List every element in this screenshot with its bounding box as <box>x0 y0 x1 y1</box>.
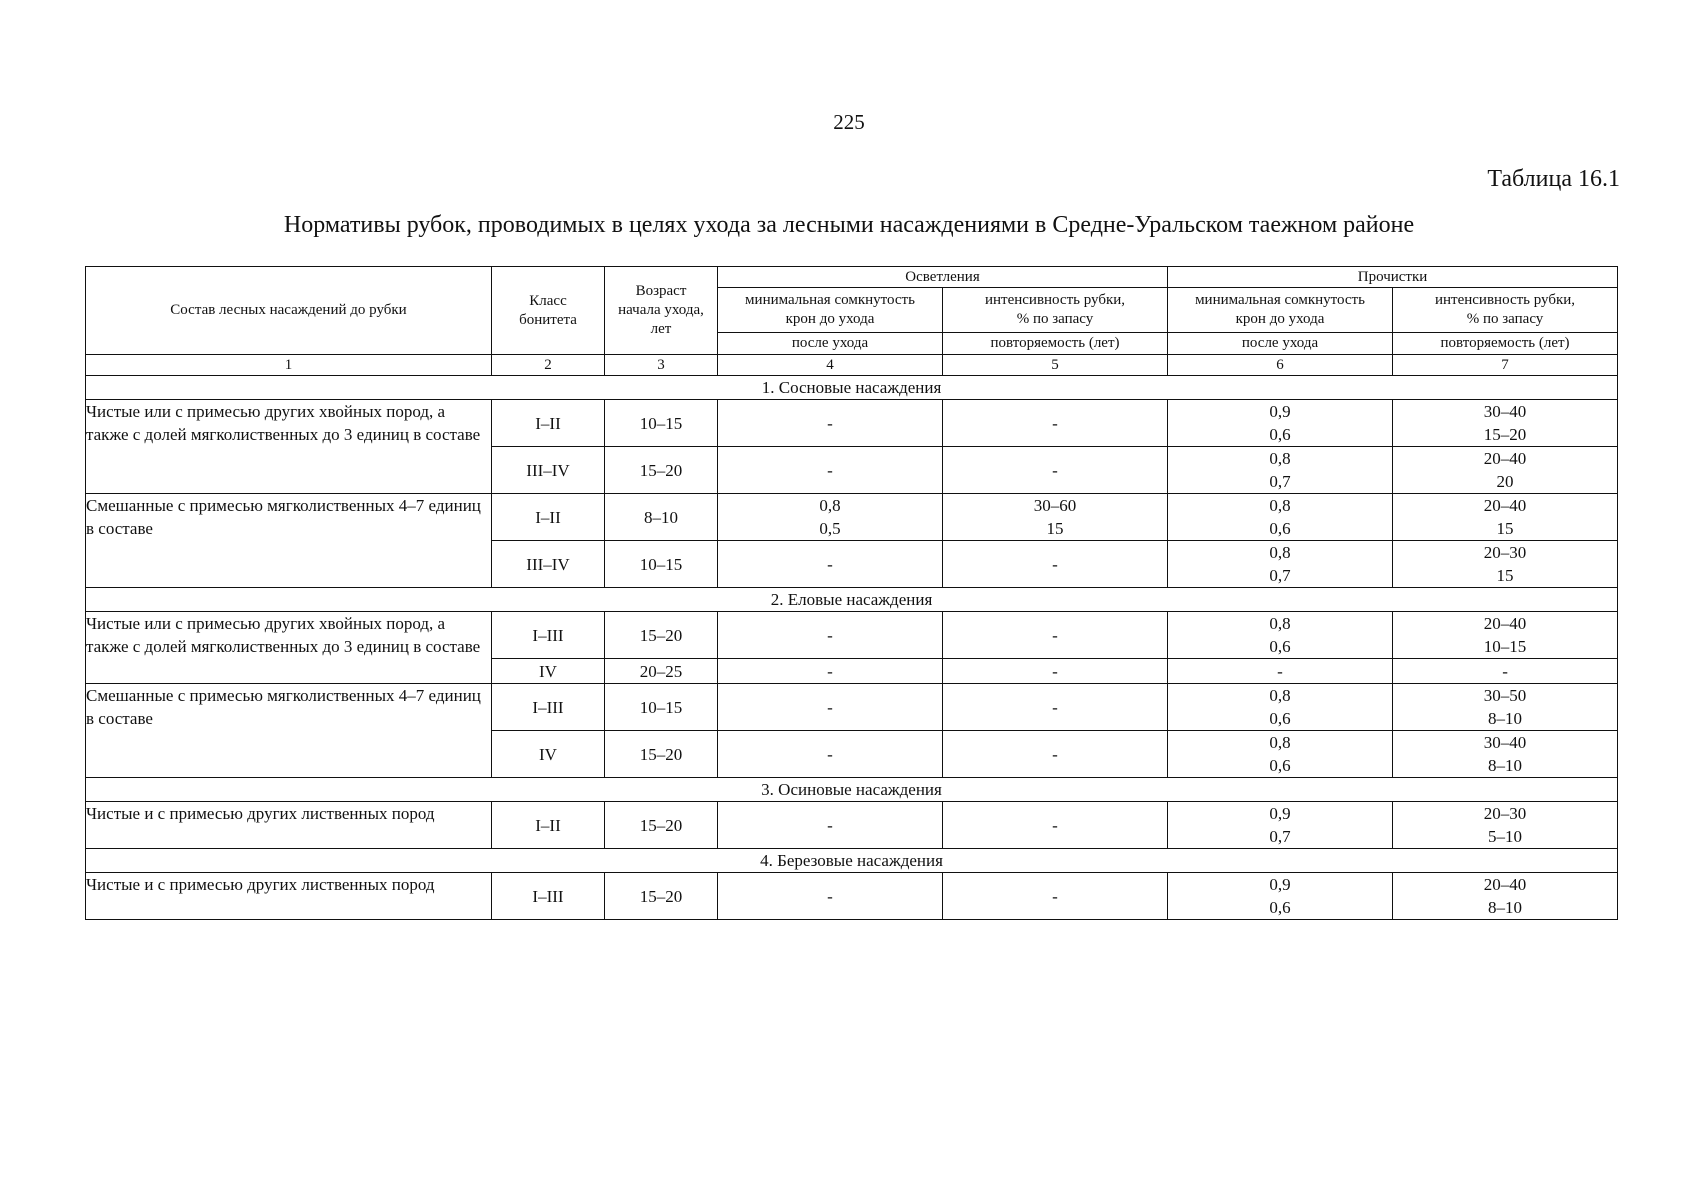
table-row <box>86 684 1618 731</box>
cell-value: 0,9 <box>1269 804 1291 823</box>
cell-value: - <box>827 554 833 574</box>
site-class-cell: I–II <box>492 802 605 849</box>
pro-closure-cell <box>1168 731 1393 778</box>
cell-value: 0,8 <box>819 496 841 515</box>
cell-value: 0,7 <box>1269 566 1291 585</box>
cell-value: - <box>827 886 833 906</box>
pro-closure-cell <box>1168 447 1393 494</box>
site-class-cell: I–III <box>492 873 605 920</box>
cell-value: 0,6 <box>1269 637 1291 656</box>
cell-value: - <box>827 815 833 835</box>
cell-value: 30–50 <box>1483 686 1527 705</box>
table-body <box>86 376 1618 920</box>
start-age-cell: 10–15 <box>605 541 718 588</box>
column-number: 4 <box>718 355 943 376</box>
osv-closure-cell <box>718 447 943 494</box>
header-start-age <box>605 267 718 355</box>
cell-value: - <box>827 697 833 717</box>
cell-value: - <box>1052 460 1058 480</box>
pro-intensity-cell <box>1393 447 1618 494</box>
header-site-class-line: Класс <box>529 292 567 309</box>
header-group-osvetleniya: Осветления <box>718 267 1168 288</box>
osv-closure-cell <box>718 400 943 447</box>
cell-value: - <box>1052 697 1058 717</box>
pro-intensity-cell <box>1393 873 1618 920</box>
composition-cell: Чистые и с примесью других лиственных пород <box>86 802 492 849</box>
osv-intensity-cell <box>943 659 1168 684</box>
osv-closure-cell <box>718 731 943 778</box>
composition-cell: Чистые или с примесью других хвойных пород, а также с долей мягколиственных до 3 единиц в составе <box>86 612 492 684</box>
start-age-cell: 10–15 <box>605 684 718 731</box>
section-title: 2. Еловые насаждения <box>86 588 1618 612</box>
table-row <box>86 400 1618 447</box>
section-row <box>86 849 1618 873</box>
cell-value: 0,6 <box>1269 756 1291 775</box>
cell-value: - <box>1052 413 1058 433</box>
osv-intensity-cell <box>943 731 1168 778</box>
cell-value: - <box>1052 815 1058 835</box>
pro-closure-cell <box>1168 659 1393 684</box>
site-class-cell: I–III <box>492 612 605 659</box>
pro-closure-cell <box>1168 873 1393 920</box>
cell-value: 0,8 <box>1269 496 1291 515</box>
osv-intensity-cell <box>943 612 1168 659</box>
pro-closure-cell <box>1168 541 1393 588</box>
cell-value: - <box>1052 886 1058 906</box>
cell-value: 20–40 <box>1483 496 1527 515</box>
header-pro-min-closure <box>1168 288 1393 333</box>
cell-value: 0,5 <box>819 519 841 538</box>
cell-value: 0,8 <box>1269 614 1291 633</box>
cell-value: 8–10 <box>1488 756 1523 775</box>
table-row <box>86 802 1618 849</box>
section-row <box>86 778 1618 802</box>
cell-value: 0,7 <box>1269 827 1291 846</box>
osv-intensity-cell <box>943 802 1168 849</box>
column-number: 5 <box>943 355 1168 376</box>
cell-value: 0,8 <box>1269 449 1291 468</box>
site-class-cell: IV <box>492 659 605 684</box>
column-number: 1 <box>86 355 492 376</box>
header-line: крон до ухода <box>1235 311 1325 327</box>
table-row <box>86 494 1618 541</box>
site-class-cell: III–IV <box>492 447 605 494</box>
site-class-cell: I–II <box>492 400 605 447</box>
table-row <box>86 873 1618 920</box>
column-number: 3 <box>605 355 718 376</box>
section-row <box>86 588 1618 612</box>
pro-closure-cell <box>1168 612 1393 659</box>
table-title: Нормативы рубок, проводимых в целях ухода за лесными насаждениями в Средне-Уральском таежном районе <box>283 212 1415 238</box>
pro-intensity-cell <box>1393 659 1618 684</box>
composition-cell: Смешанные с примесью мягколиственных 4–7 единиц в составе <box>86 494 492 588</box>
start-age-cell: 20–25 <box>605 659 718 684</box>
header-line: минимальная сомкнутость <box>1195 292 1365 308</box>
section-title: 1. Сосновые насаждения <box>86 376 1618 400</box>
section-row <box>86 376 1618 400</box>
osv-intensity-cell <box>943 494 1168 541</box>
site-class-cell: I–III <box>492 684 605 731</box>
site-class-cell: I–II <box>492 494 605 541</box>
cell-value: 0,8 <box>1269 543 1291 562</box>
table-header <box>86 267 1618 376</box>
cell-value: - <box>1052 554 1058 574</box>
osv-intensity-cell <box>943 447 1168 494</box>
start-age-cell: 15–20 <box>605 447 718 494</box>
cell-value: 20–30 <box>1483 543 1527 562</box>
table-number: Таблица 16.1 <box>1487 166 1620 192</box>
cell-value: 15 <box>1496 566 1514 585</box>
header-line: % по запасу <box>1016 311 1094 327</box>
composition-cell: Чистые или с примесью других хвойных пород, а также с долей мягколиственных до 3 единиц в составе <box>86 400 492 494</box>
osv-closure-cell <box>718 659 943 684</box>
site-class-cell: IV <box>492 731 605 778</box>
start-age-cell: 15–20 <box>605 802 718 849</box>
cell-value: - <box>827 460 833 480</box>
composition-cell: Чистые и с примесью других лиственных пород <box>86 873 492 920</box>
cell-value: 30–60 <box>1033 496 1077 515</box>
cell-value: 20–40 <box>1483 614 1527 633</box>
cell-value: 0,7 <box>1269 472 1291 491</box>
cell-value: - <box>1277 661 1283 681</box>
cell-value: 20–40 <box>1483 449 1527 468</box>
cell-value: 0,6 <box>1269 709 1291 728</box>
cell-value: - <box>827 744 833 764</box>
osv-closure-cell <box>718 802 943 849</box>
header-line: минимальная сомкнутость <box>745 292 915 308</box>
osv-closure-cell <box>718 541 943 588</box>
start-age-cell: 15–20 <box>605 731 718 778</box>
cell-value: 15–20 <box>1483 425 1527 444</box>
column-number: 2 <box>492 355 605 376</box>
cell-value: 30–40 <box>1483 402 1527 421</box>
start-age-cell: 8–10 <box>605 494 718 541</box>
header-line: интенсивность рубки, <box>1434 292 1576 308</box>
column-number: 6 <box>1168 355 1393 376</box>
cell-value: - <box>1052 661 1058 681</box>
header-osv-min-closure <box>718 288 943 333</box>
site-class-cell: III–IV <box>492 541 605 588</box>
cell-value: - <box>1052 625 1058 645</box>
pro-closure-cell <box>1168 400 1393 447</box>
cell-value: 0,8 <box>1269 686 1291 705</box>
pro-intensity-cell <box>1393 802 1618 849</box>
cell-value: - <box>827 661 833 681</box>
header-line: % по запасу <box>1466 311 1544 327</box>
cell-value: 8–10 <box>1488 898 1523 917</box>
cell-value: 30–40 <box>1483 733 1527 752</box>
page-number: 225 <box>833 110 865 134</box>
cell-value: 0,6 <box>1269 519 1291 538</box>
cell-value: 15 <box>1496 519 1514 538</box>
cell-value: - <box>827 413 833 433</box>
start-age-cell: 10–15 <box>605 400 718 447</box>
cell-value: 10–15 <box>1483 637 1527 656</box>
norms-table <box>85 266 1618 920</box>
table-row <box>86 612 1618 659</box>
cell-value: - <box>827 625 833 645</box>
header-pro-intensity <box>1393 288 1618 333</box>
cell-value: 15 <box>1046 519 1064 538</box>
osv-intensity-cell <box>943 400 1168 447</box>
header-start-age-line: лет <box>650 321 672 337</box>
cell-value: 0,9 <box>1269 402 1291 421</box>
header-start-age-line: начала ухода, <box>618 302 704 318</box>
cell-value: 0,9 <box>1269 875 1291 894</box>
header-site-class <box>492 267 605 355</box>
header-pro-after-care: после ухода <box>1168 333 1393 355</box>
cell-value: - <box>1502 661 1508 681</box>
column-number: 7 <box>1393 355 1618 376</box>
pro-closure-cell <box>1168 684 1393 731</box>
cell-value: 0,8 <box>1269 733 1291 752</box>
osv-closure-cell <box>718 873 943 920</box>
composition-cell: Смешанные с примесью мягколиственных 4–7 единиц в составе <box>86 684 492 778</box>
header-osv-after-care: после ухода <box>718 333 943 355</box>
osv-closure-cell <box>718 612 943 659</box>
section-title: 3. Осиновые насаждения <box>86 778 1618 802</box>
start-age-cell: 15–20 <box>605 612 718 659</box>
header-start-age-line: Возраст <box>635 283 687 299</box>
osv-intensity-cell <box>943 684 1168 731</box>
osv-closure-cell <box>718 684 943 731</box>
pro-intensity-cell <box>1393 494 1618 541</box>
pro-intensity-cell <box>1393 400 1618 447</box>
cell-value: 20–40 <box>1483 875 1527 894</box>
cell-value: 20–30 <box>1483 804 1527 823</box>
header-pro-repeat: повторяемость (лет) <box>1393 333 1618 355</box>
header-osv-intensity <box>943 288 1168 333</box>
cell-value: 5–10 <box>1488 827 1523 846</box>
header-line: интенсивность рубки, <box>984 292 1126 308</box>
osv-intensity-cell <box>943 541 1168 588</box>
header-group-prochistki: Прочистки <box>1168 267 1618 288</box>
header-site-class-line: бонитета <box>519 311 577 328</box>
pro-intensity-cell <box>1393 612 1618 659</box>
pro-closure-cell <box>1168 802 1393 849</box>
osv-intensity-cell <box>943 873 1168 920</box>
cell-value: 0,6 <box>1269 425 1291 444</box>
pro-intensity-cell <box>1393 684 1618 731</box>
header-composition: Состав лесных насаждений до рубки <box>86 267 492 355</box>
osv-closure-cell <box>718 494 943 541</box>
header-osv-repeat: повторяемость (лет) <box>943 333 1168 355</box>
cell-value: 8–10 <box>1488 709 1523 728</box>
cell-value: 0,6 <box>1269 898 1291 917</box>
pro-closure-cell <box>1168 494 1393 541</box>
cell-value: 20 <box>1496 472 1514 491</box>
cell-value: - <box>1052 744 1058 764</box>
pro-intensity-cell <box>1393 731 1618 778</box>
section-title: 4. Березовые насаждения <box>86 849 1618 873</box>
start-age-cell: 15–20 <box>605 873 718 920</box>
pro-intensity-cell <box>1393 541 1618 588</box>
header-line: крон до ухода <box>785 311 875 327</box>
